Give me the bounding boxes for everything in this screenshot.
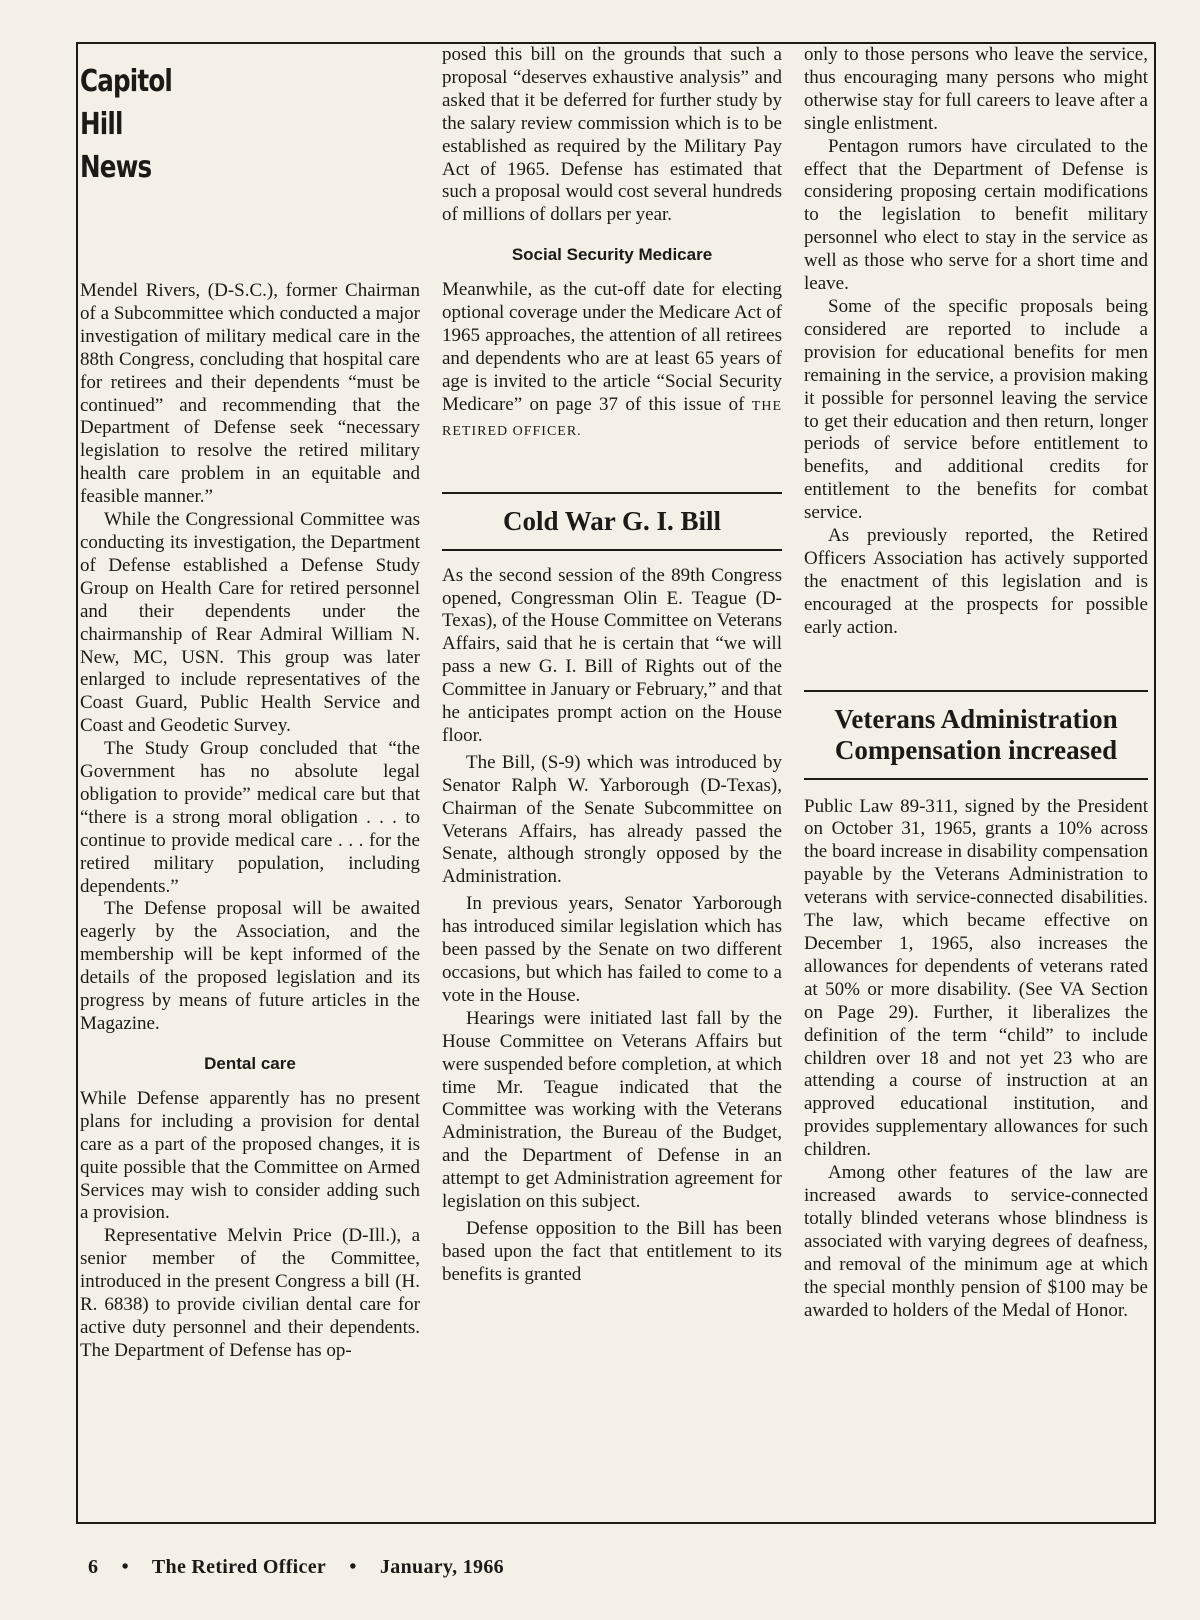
footer-bullet: • [121,1556,129,1578]
paragraph: While the Congressional Committee was conducting its investigation, the Department of Defense established a Defense Study Group on Health Care for retired personnel and their dependents under the chairmanship of Rear Admiral William N. New, MC, USN. This group was later enlarged to include representatives of the Coast Guard, Public Health Service and Coast and Geodetic Survey. [80,509,420,737]
page-number: 6 [88,1556,99,1578]
headline-rule-bottom [442,549,782,551]
paragraph: In previous years, Senator Yarborough has introduced similar legislation which has been passed by the Senate on two different occasions, but which has failed to come to a vote in the House. [442,893,782,1006]
column-1 [80,44,420,1363]
page-footer [88,1556,522,1579]
paragraph: Among other features of the law are increased awards to service-connected totally blinded veterans whose blindness is associated with varying degrees of deafness, and removal of the minimum age at which the special monthly pension of $100 may be awarded to holders of the Medal of Honor. [804,1162,1148,1321]
column-2 [442,44,782,1287]
paragraph: While Defense apparently has no present plans for including a provision for dental care as a part of the proposed changes, it is quite possible that the Committee on Armed Services may wish to consider adding such a provision. [80,1087,420,1224]
headline-line-1: Veterans Administration [834,703,1118,734]
subhead-dental-care: Dental care [204,1053,296,1073]
paragraph: Representative Melvin Price (D-Ill.), a senior member of the Committee, introduced in the present Congress a bill (H. R. 6838) to provide civilian dental care for active duty personnel and their dependents. The Department of Defense has op- [80,1225,420,1361]
paragraph: Defense opposition to the Bill has been based upon the fact that entitlement to its benefits is granted [442,1217,782,1285]
masthead-line-3: News [80,150,152,185]
paragraph: As previously reported, the Retired Officers Association has actively supported the enactment of this legislation and is encouraged at the prospects for possible early action. [804,525,1148,638]
publication-name: The Retired Officer [151,1556,327,1578]
section-masthead [80,60,359,280]
paragraph: As the second session of the 89th Congress opened, Congressman Olin E. Teague (D-Texas), of the House Committee on Veterans Affairs, said that he is certain that “we will pass a new G. I. Bill of Rights out of the Committee in January or February,” and that he anticipates prompt action on the House floor. [442,564,782,746]
paragraph: The Defense proposal will be awaited eagerly by the Association, and the membership will be kept informed of the details of the proposed legislation and its progress by means of future articles in the Magazine. [80,898,420,1034]
paragraph: The Study Group concluded that “the Government has no absolute legal obligation to provide” medical care but that “there is a strong moral obligation . . . to continue to provide medical care . . . for the retired military population, including dependents.” [80,738,420,897]
paragraph-text: Meanwhile, as the cut-off date for electing optional coverage under the Medicare Act of 1965 approaches, the attention of all retirees and dependents who are at least 65 years of age is invited to the article “Social Security Medicare” on page 37 of this issue of [442,279,782,415]
magazine-name-smallcaps: THE RETIRED OFFICER. [442,398,783,439]
subhead-social-security-medicare: Social Security Medicare [511,245,713,265]
footer-bullet: • [349,1556,357,1578]
paragraph: Public Law 89-311, signed by the President on October 31, 1965, grants a 10% across the board increase in disability compensation payable by the Veterans Administration to veterans with service-connected disabilities. The law, which became effective on December 1, 1965, also increases the allowances for dependents of veterans rated at 50% or more disability. (See VA Section on Page 29). Further, it liberalizes the definition of the term “child” to include children over 18 and not yet 23 who are attending a course of instruction at an approved educational institution, and provides supplementary allowances for such children. [804,795,1148,1161]
article-headline-block [442,492,782,551]
paragraph: The Bill, (S-9) which was introduced by Senator Ralph W. Yarborough (D-Texas), Chairman of the Senate Subcommittee on Veterans Affairs, has already passed the Senate, although strongly opposed by the Administration. [442,751,782,888]
paragraph [442,279,782,443]
headline-line-2: Compensation increased [834,734,1118,765]
column-3 [804,44,1148,1322]
paragraph: Some of the specific proposals being considered are reported to include a provision for educational benefits for men remaining in the service, a provision making it possible for personnel leaving the service to get their education and then return, longer periods of service before entitlement to benefits, and additional credits for entitlement to the benefits for combat service. [804,295,1148,524]
article-headline-block [804,690,1148,780]
paragraph: Pentagon rumors have circulated to the effect that the Department of Defense is considering proposing certain modifications to the legislation to benefit military personnel who elect to stay in the service as well as those who serve for a short time and leave. [804,135,1148,295]
paragraph: Hearings were initiated last fall by the House Committee on Veterans Affairs but were suspended before completion, at which time Mr. Teague indicated that the Committee was working with the Veterans Administration, the Bureau of the Budget, and the Department of Defense in an attempt to get Administration agreement for legislation on this subject. [442,1007,782,1213]
paragraph: posed this bill on the grounds that such a proposal “deserves exhaustive analysis” and asked that it be deferred for further study by the salary review commission which is to be established as required by the Military Pay Act of 1965. Defense has estimated that such a proposal would cost several hundreds of millions of dollars per year. [442,44,782,226]
paragraph: Mendel Rivers, (D-S.C.), former Chairman of a Subcommittee which conducted a major investigation of military medical care in the 88th Congress, concluding that hospital care for retirees and their dependents “must be continued” and recommending that the Department of Defense seek “necessary legislation to resolve the retired military health care problem in an equitable and feasible manner.” [80,280,420,508]
paragraph: only to those persons who leave the service, thus encouraging many persons who might otherwise stay for full careers to leave after a single enlistment. [804,44,1148,134]
masthead-line-1: Capitol [80,64,173,99]
article-headline [804,692,1148,778]
masthead-line-2: Hill [80,107,123,142]
issue-date: January, 1966 [380,1556,504,1578]
headline-rule-bottom [804,778,1148,780]
article-headline: Cold War G. I. Bill [502,505,722,536]
